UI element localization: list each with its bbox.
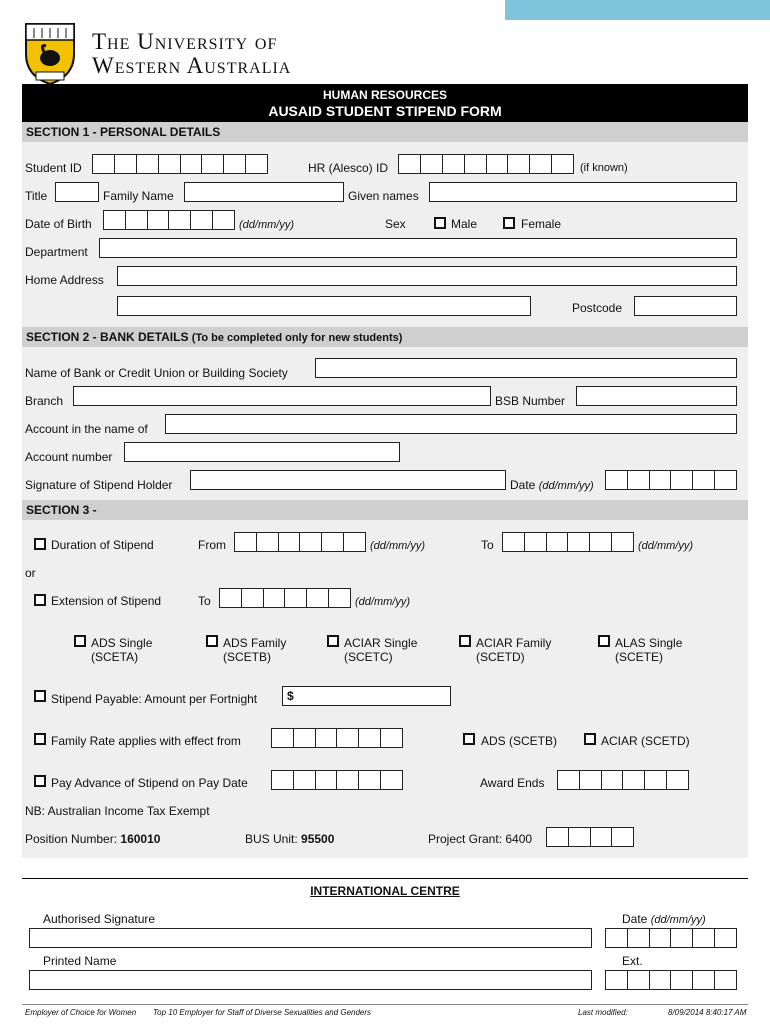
aciar-single-code: (SCETC): [344, 650, 393, 664]
duration-from-format: (dd/mm/yy): [370, 540, 425, 552]
section2-title: SECTION 2 - BANK DETAILS: [26, 330, 189, 344]
given-names-label: Given names: [348, 189, 419, 203]
ads-family-code: (SCETB): [223, 650, 271, 664]
award-ends-field[interactable]: [557, 770, 689, 790]
ic-date-field[interactable]: [605, 928, 737, 948]
pay-advance-checkbox[interactable]: [34, 775, 46, 787]
aciar-single-checkbox[interactable]: [327, 635, 339, 647]
branch-label: Branch: [25, 394, 64, 408]
accent-bar: [505, 0, 770, 20]
stipend-amount-field[interactable]: [282, 686, 451, 706]
postcode-field[interactable]: [634, 296, 737, 316]
account-number-field[interactable]: [124, 442, 400, 462]
from-label: From: [198, 538, 226, 552]
project-grant-field[interactable]: [546, 827, 634, 847]
family-name-label: Family Name: [103, 189, 174, 203]
ic-date-label: [622, 912, 706, 927]
alas-single-name: ALAS Single: [615, 636, 683, 650]
footer-employer-women: Employer of Choice for Women: [25, 1008, 137, 1017]
bank-date-field[interactable]: [605, 470, 737, 490]
hr-id-field[interactable]: [398, 154, 574, 174]
university-name-line2: Western Australia: [92, 53, 292, 78]
auth-signature-field[interactable]: [29, 928, 592, 948]
dob-label: Date of Birth: [25, 217, 92, 231]
footer-employer-diversity: Top 10 Employer for Staff of Diverse Sexualities and Genders: [153, 1008, 372, 1017]
student-id-label: Student ID: [25, 161, 82, 175]
extension-to-field[interactable]: [219, 588, 351, 608]
duration-label: Duration of Stipend: [51, 538, 154, 552]
bank-name-label: Name of Bank or Credit Union or Building Society: [25, 366, 288, 380]
tax-exempt-note: NB: Australian Income Tax Exempt: [25, 804, 210, 818]
account-number-label: Account number: [25, 450, 113, 464]
university-name: [92, 30, 291, 78]
duration-to-format: (dd/mm/yy): [638, 540, 693, 552]
duration-to-field[interactable]: [502, 532, 634, 552]
alas-single-label: [615, 636, 682, 664]
ext-field[interactable]: [605, 970, 737, 990]
family-name-field[interactable]: [184, 182, 344, 202]
ads-single-checkbox[interactable]: [74, 635, 86, 647]
pay-advance-date-field[interactable]: [271, 770, 403, 790]
ads-single-label: [91, 636, 152, 664]
ads-scetb-checkbox[interactable]: [463, 733, 475, 745]
position-number: [25, 832, 160, 846]
home-address-label: Home Address: [25, 273, 104, 287]
bank-name-field[interactable]: [315, 358, 737, 378]
printed-name-label: Printed Name: [43, 954, 117, 968]
account-name-field[interactable]: [165, 414, 737, 434]
section2-note: (To be completed only for new students): [191, 332, 403, 344]
aciar-single-label: [344, 636, 417, 664]
ext-label: Ext.: [622, 954, 643, 968]
section2-header: [22, 327, 748, 347]
title-label: Title: [25, 189, 48, 203]
signature-field[interactable]: [190, 470, 506, 490]
or-label: or: [25, 566, 36, 580]
international-divider: [22, 878, 748, 879]
bsb-label: BSB Number: [495, 394, 566, 408]
postcode-label: Postcode: [572, 301, 623, 315]
sex-label: Sex: [385, 217, 406, 231]
bus-unit-value: 95500: [301, 832, 335, 846]
extension-checkbox[interactable]: [34, 594, 46, 606]
printed-name-field[interactable]: [29, 970, 592, 990]
footer-last-modified-label: Last modified:: [578, 1008, 628, 1017]
position-number-value: 160010: [120, 832, 161, 846]
home-address-field-1[interactable]: [117, 266, 737, 286]
pay-advance-label: Pay Advance of Stipend on Pay Date: [51, 776, 248, 790]
hr-id-label: HR (Alesco) ID: [308, 161, 389, 175]
section3-header: SECTION 3 -: [22, 500, 748, 520]
given-names-field[interactable]: [429, 182, 737, 202]
bank-date-label: [510, 478, 594, 493]
bsb-field[interactable]: [576, 386, 737, 406]
alas-single-checkbox[interactable]: [598, 635, 610, 647]
bus-unit: [245, 832, 334, 846]
form-title: AUSAID STUDENT STIPEND FORM: [268, 103, 502, 119]
project-grant-label: Project Grant: 6400: [428, 832, 533, 846]
aciar-scetd-label: ACIAR (SCETD): [601, 734, 690, 748]
female-checkbox[interactable]: [503, 217, 515, 229]
aciar-scetd-checkbox[interactable]: [584, 733, 596, 745]
account-name-label: Account in the name of: [25, 422, 148, 436]
title-field[interactable]: [55, 182, 99, 202]
footer-last-modified-value: 8/09/2014 8:40:17 AM: [668, 1008, 747, 1017]
stipend-payable-label: Stipend Payable: Amount per Fortnight: [51, 692, 258, 706]
extension-to-label: To: [198, 594, 211, 608]
department-field[interactable]: [99, 238, 737, 258]
dollar-sign: $: [287, 689, 294, 703]
department-title: HUMAN RESOURCES: [322, 88, 447, 102]
aciar-single-name: ACIAR Single: [344, 636, 418, 650]
signature-label: Signature of Stipend Holder: [25, 478, 173, 492]
branch-field[interactable]: [73, 386, 491, 406]
extension-label: Extension of Stipend: [51, 594, 162, 608]
footer-divider: [22, 1004, 748, 1005]
aciar-family-label: [476, 636, 551, 664]
male-label: Male: [451, 217, 478, 231]
stipend-payable-checkbox[interactable]: [34, 690, 46, 702]
male-checkbox[interactable]: [434, 217, 446, 229]
position-number-label: Position Number:: [25, 832, 118, 846]
aciar-family-checkbox[interactable]: [459, 635, 471, 647]
university-crest-icon: [22, 20, 78, 86]
family-rate-label: Family Rate applies with effect from: [51, 734, 241, 748]
ads-family-label: [223, 636, 286, 664]
form-header: [22, 84, 748, 122]
bank-date-text: Date: [510, 478, 536, 492]
ads-single-code: (SCETA): [91, 650, 139, 664]
ads-family-name: ADS Family: [223, 636, 287, 650]
international-title: INTERNATIONAL CENTRE: [310, 884, 460, 898]
dob-format: (dd/mm/yy): [239, 219, 294, 231]
section1-header: SECTION 1 - PERSONAL DETAILS: [22, 122, 748, 142]
aciar-family-name: ACIAR Family: [476, 636, 552, 650]
extension-to-format: (dd/mm/yy): [355, 596, 410, 608]
auth-signature-label: Authorised Signature: [43, 912, 156, 926]
duration-checkbox[interactable]: [34, 538, 46, 550]
university-name-line1: The University of: [92, 29, 278, 54]
award-ends-label: Award Ends: [480, 776, 545, 790]
ic-date-format: (dd/mm/yy): [650, 914, 706, 926]
dob-field[interactable]: [103, 210, 235, 230]
if-known-note: (if known): [580, 162, 628, 174]
aciar-family-code: (SCETD): [476, 650, 525, 664]
female-label: Female: [521, 217, 562, 231]
bank-date-format: (dd/mm/yy): [538, 480, 594, 492]
ads-single-name: ADS Single: [91, 636, 153, 650]
duration-to-label: To: [481, 538, 494, 552]
ads-scetb-label: ADS (SCETB): [481, 734, 558, 748]
ic-date-text: Date: [622, 912, 648, 926]
ads-family-checkbox[interactable]: [206, 635, 218, 647]
home-address-field-2[interactable]: [117, 296, 531, 316]
student-id-field[interactable]: [92, 154, 268, 174]
duration-from-field[interactable]: [234, 532, 366, 552]
family-rate-date-field[interactable]: [271, 728, 403, 748]
family-rate-checkbox[interactable]: [34, 733, 46, 745]
department-label: Department: [25, 245, 88, 259]
bus-unit-label: BUS Unit:: [245, 832, 298, 846]
alas-single-code: (SCETE): [615, 650, 663, 664]
